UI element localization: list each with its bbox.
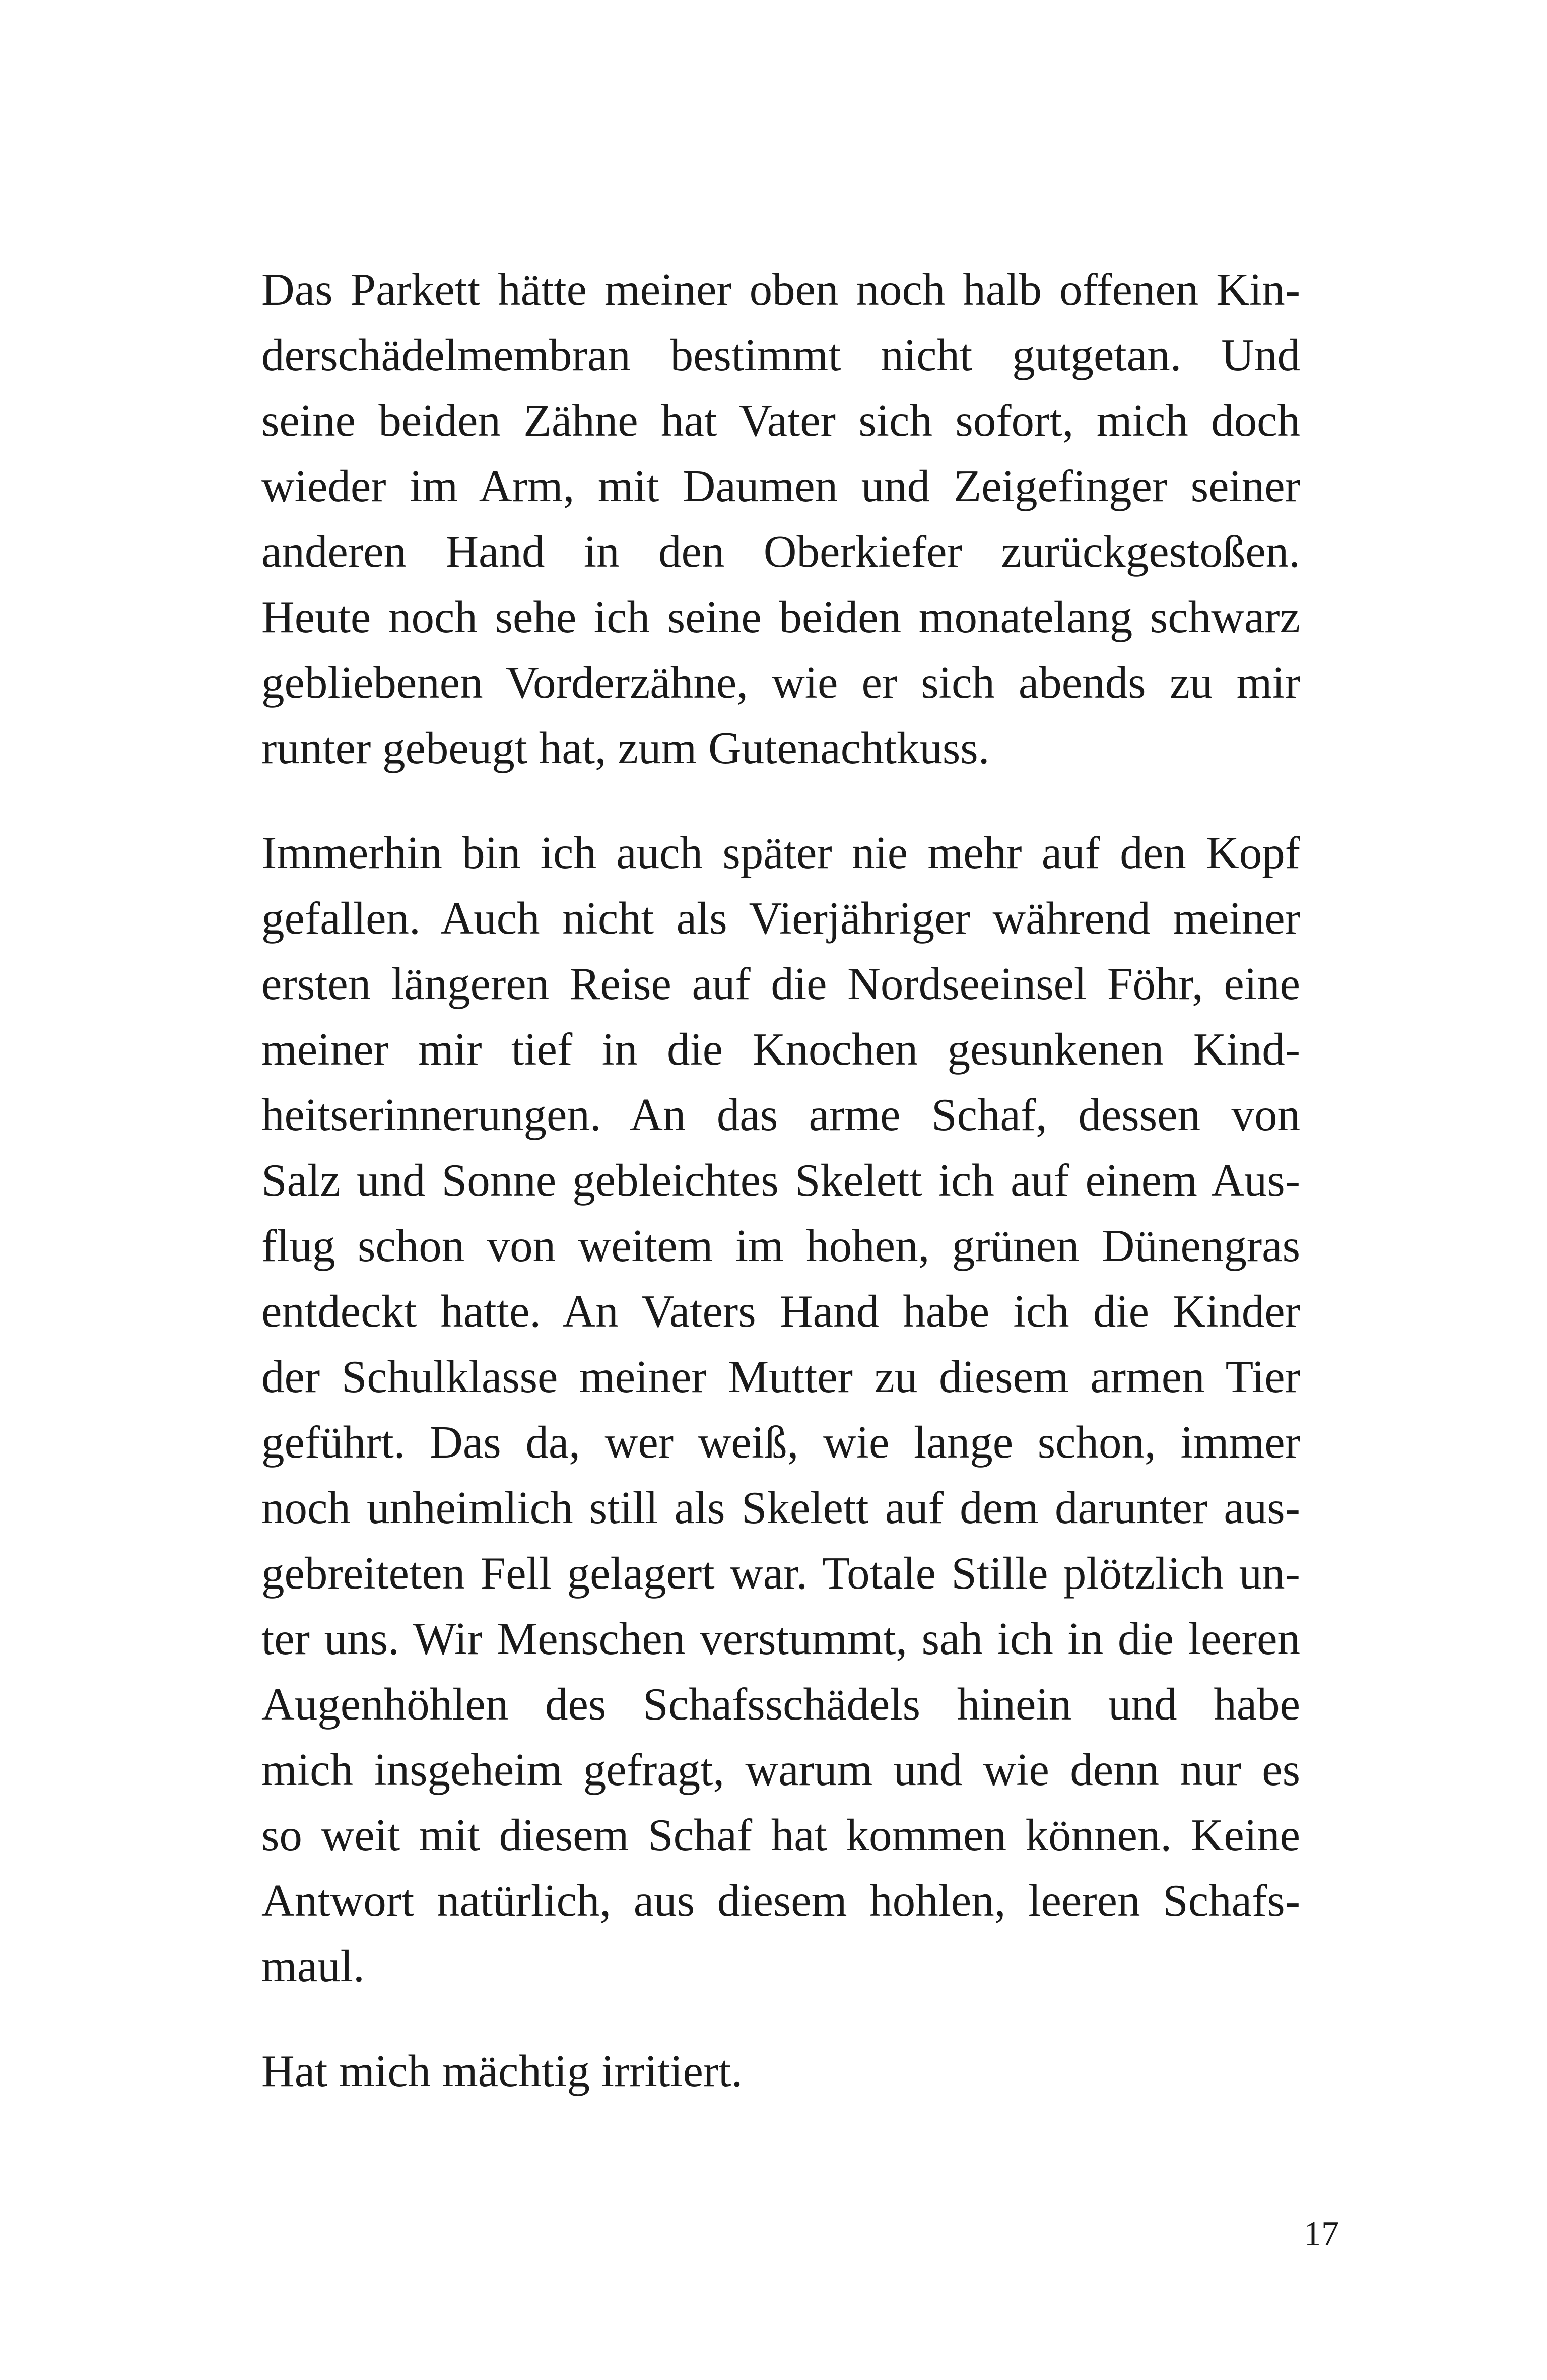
paragraph-3: [261, 2038, 1300, 2104]
paragraph-gap: [261, 1999, 1300, 2038]
text-line: flug schon von weitem im hohen, grünen Dünengras: [261, 1220, 1300, 1271]
text-line: mich insgeheim gefragt, warum und wie denn nur es: [261, 1744, 1300, 1795]
body-text: [261, 257, 1300, 2104]
text-line: seine beiden Zähne hat Vater sich sofort, mich doch: [261, 395, 1300, 446]
text-line: so weit mit diesem Schaf hat kommen können. Keine: [261, 1810, 1300, 1861]
text-line: Salz und Sonne gebleichtes Skelett ich auf einem Aus-: [261, 1155, 1300, 1206]
text-line: der Schulklasse meiner Mutter zu diesem armen Tier: [261, 1351, 1300, 1402]
text-line: Antwort natürlich, aus diesem hohlen, leeren Schafs-: [261, 1875, 1300, 1926]
text-line: Das Parkett hätte meiner oben noch halb offenen Kin-: [261, 264, 1300, 315]
text-line: anderen Hand in den Oberkiefer zurückgestoßen.: [261, 526, 1300, 577]
text-line: gefallen. Auch nicht als Vierjähriger während meiner: [261, 893, 1300, 944]
page-number: 17: [1304, 2215, 1339, 2254]
text-line: Heute noch sehe ich seine beiden monatelang schwarz: [261, 591, 1300, 642]
text-line: Immerhin bin ich auch später nie mehr auf den Kopf: [261, 827, 1300, 878]
text-line: noch unheimlich still als Skelett auf dem darunter aus-: [261, 1482, 1300, 1533]
text-line: runter gebeugt hat, zum Gutenachtkuss.: [261, 722, 990, 773]
text-line: Augenhöhlen des Schafsschädels hinein und habe: [261, 1679, 1300, 1730]
text-line: geführt. Das da, wer weiß, wie lange schon, immer: [261, 1417, 1300, 1468]
text-line: gebreiteten Fell gelagert war. Totale Stille plötzlich un-: [261, 1548, 1300, 1599]
paragraph-2: [261, 820, 1300, 1999]
text-line: derschädelmembran bestimmt nicht gutgetan. Und: [261, 329, 1300, 380]
text-line: gebliebenen Vorderzähne, wie er sich abends zu mir: [261, 657, 1300, 708]
text-line: meiner mir tief in die Knochen gesunkenen Kind-: [261, 1024, 1300, 1075]
text-line: ersten längeren Reise auf die Nordseeinsel Föhr, eine: [261, 958, 1300, 1009]
text-line: Hat mich mächtig irritiert.: [261, 2045, 743, 2096]
text-line: maul.: [261, 1941, 365, 1992]
text-line: heitserinnerungen. An das arme Schaf, dessen von: [261, 1089, 1300, 1140]
text-line: entdeckt hatte. An Vaters Hand habe ich die Kinder: [261, 1286, 1300, 1337]
paragraph-1: [261, 257, 1300, 781]
paragraph-gap: [261, 781, 1300, 820]
text-line: wieder im Arm, mit Daumen und Zeigefinger seiner: [261, 460, 1300, 511]
text-line: ter uns. Wir Menschen verstummt, sah ich in die leeren: [261, 1613, 1300, 1664]
